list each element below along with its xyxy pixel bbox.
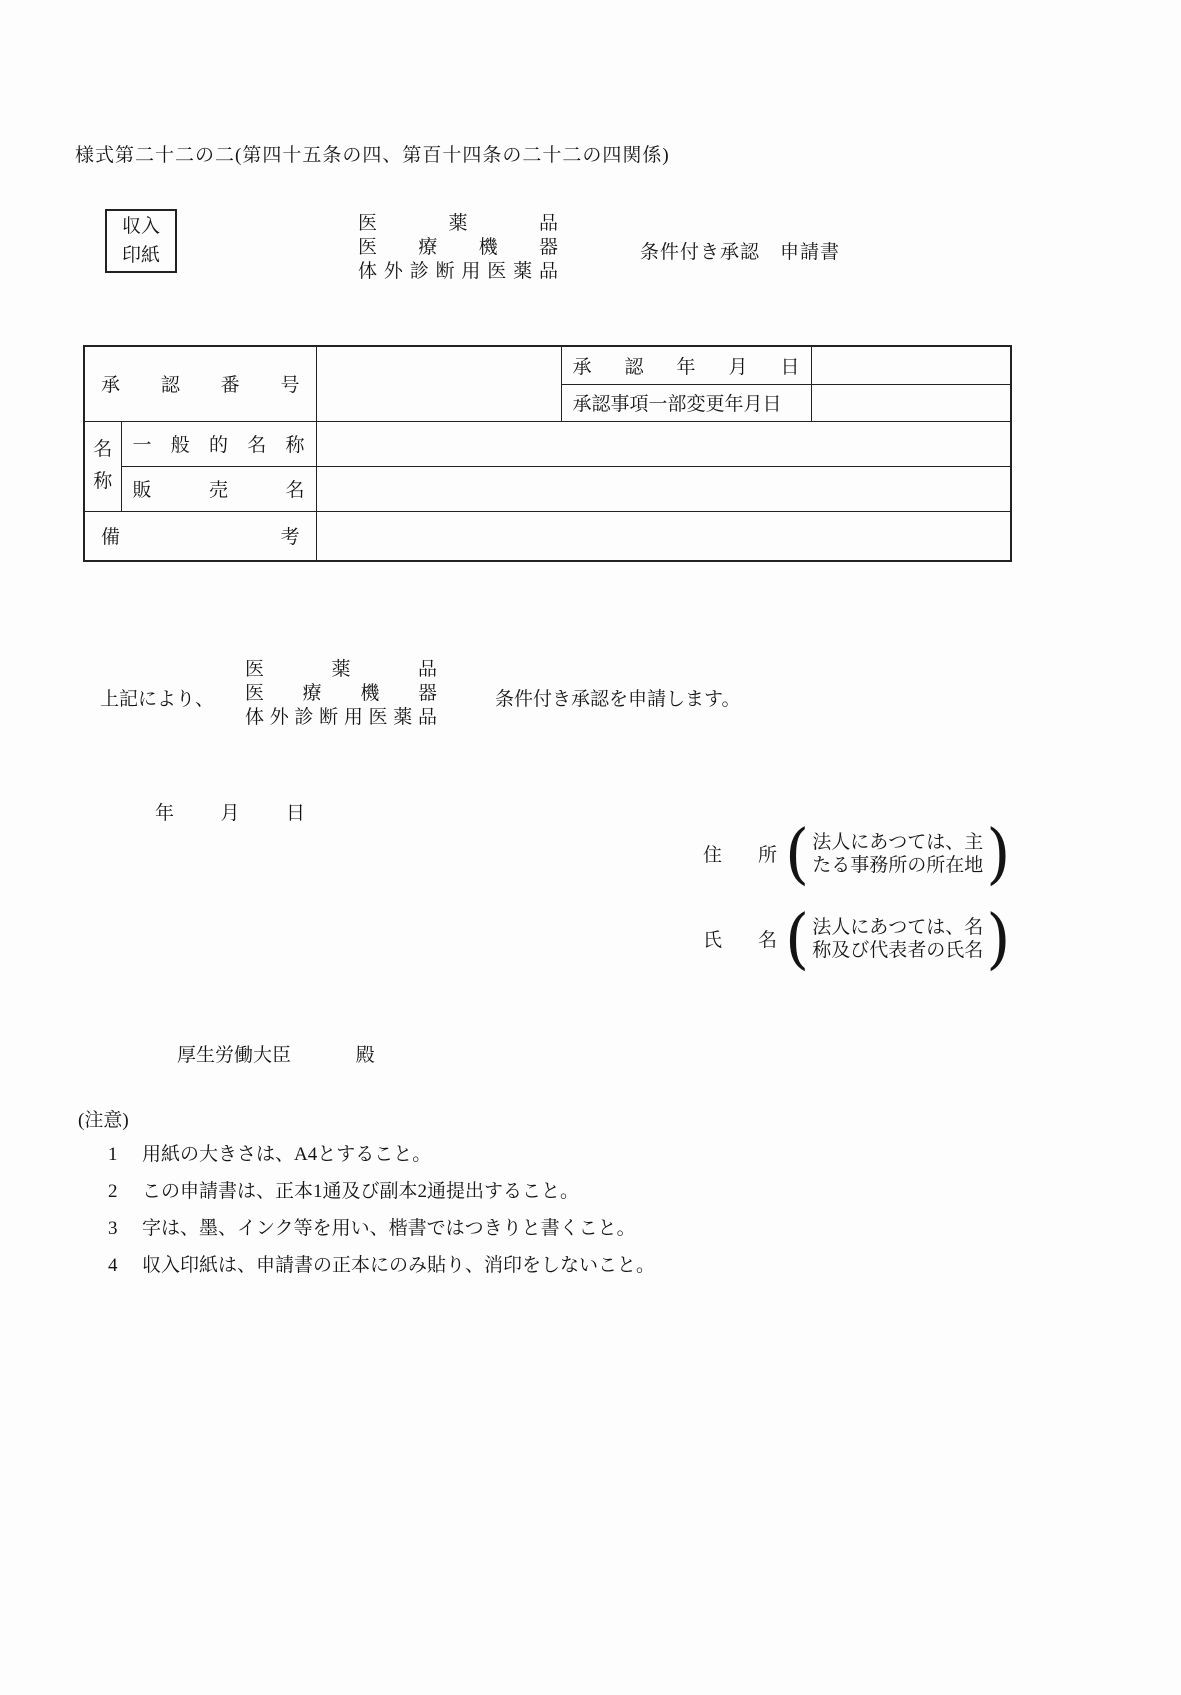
- approval-info-table: [83, 345, 1012, 562]
- approval-date-label: 承認年月日: [572, 356, 800, 378]
- note-number: 2: [108, 1181, 118, 1202]
- name-paren-line2: 称及び代表者の氏名: [812, 939, 984, 961]
- form-number-title: 様式第二十二の二(第四十五条の四、第百十四条の二十二の四関係): [75, 145, 670, 166]
- revenue-stamp-box: [105, 209, 177, 273]
- brand-name-label: 販売名: [132, 480, 305, 501]
- address-paren-line1: 法人にあつては、主: [812, 831, 984, 853]
- partial-change-date-label-cell: [561, 384, 811, 421]
- open-paren-glyph: (: [785, 900, 810, 977]
- note-item: [108, 1254, 655, 1277]
- brand-name-label-cell: [121, 466, 316, 511]
- note-item: [108, 1217, 655, 1240]
- approval-number-label: 承認番号: [101, 375, 300, 397]
- revenue-stamp-line1: 収入: [121, 216, 160, 237]
- form-main-title: 条件付き承認 申請書: [640, 242, 841, 263]
- approval-date-value-cell: [811, 346, 1011, 384]
- name-row: [703, 900, 1011, 977]
- header-product-drug: 医薬品: [358, 213, 558, 234]
- note-number: 3: [108, 1218, 118, 1239]
- close-paren-glyph: ): [986, 815, 1011, 892]
- address-label: 住所: [703, 845, 777, 867]
- general-name-label: 一般的名称: [132, 435, 305, 456]
- statement-product-medical-device: 医療機器: [245, 683, 437, 704]
- name-group-label: 名称: [93, 438, 113, 492]
- note-text: 用紙の大きさは、A4とすること。: [142, 1144, 432, 1165]
- header-product-ivd: 体外診断用医薬品: [358, 261, 558, 282]
- note-text: 収入印紙は、申請書の正本にのみ貼り、消印をしないこと。: [142, 1255, 656, 1276]
- remarks-label-cell: [84, 511, 316, 561]
- statement-product-types: [245, 658, 437, 730]
- name-paren-line1: 法人にあつては、名: [812, 916, 984, 938]
- recipient-honorific: 殿: [355, 1045, 375, 1066]
- remarks-label: 備考: [101, 527, 300, 549]
- note-number: 1: [108, 1144, 118, 1165]
- recipient-line: [177, 1040, 375, 1067]
- statement-suffix: 条件付き承認を申請します。: [495, 689, 741, 710]
- notes-list: [108, 1143, 655, 1291]
- name-label: 氏名: [703, 930, 777, 952]
- note-text: この申請書は、正本1通及び副本2通提出すること。: [142, 1181, 580, 1202]
- statement-prefix: 上記により、: [100, 689, 215, 710]
- revenue-stamp-line2: 印紙: [121, 245, 160, 266]
- notes-heading: (注意): [78, 1110, 129, 1131]
- name-paren-note: [809, 916, 986, 962]
- name-group-label-cell: [84, 421, 121, 511]
- note-item: [108, 1143, 655, 1166]
- header-product-types: [358, 212, 558, 284]
- partial-change-date-label: 承認事項一部変更年月日: [572, 394, 782, 415]
- remarks-value-cell: [316, 511, 1011, 561]
- partial-change-date-value-cell: [811, 384, 1011, 421]
- date-line: 年月日: [155, 803, 305, 824]
- general-name-value-cell: [316, 421, 1011, 466]
- recipient-minister: 厚生労働大臣: [177, 1045, 292, 1066]
- open-paren-glyph: (: [785, 815, 810, 892]
- general-name-label-cell: [121, 421, 316, 466]
- statement-product-drug: 医薬品: [245, 659, 437, 680]
- approval-number-label-cell: [84, 346, 316, 421]
- note-number: 4: [108, 1255, 118, 1276]
- approval-number-value-cell: [316, 346, 561, 421]
- statement-product-ivd: 体外診断用医薬品: [245, 707, 437, 728]
- address-paren-line2: たる事務所の所在地: [812, 854, 984, 876]
- address-row: [703, 815, 1011, 892]
- note-item: [108, 1180, 655, 1203]
- brand-name-value-cell: [316, 466, 1011, 511]
- close-paren-glyph: ): [986, 900, 1011, 977]
- approval-date-label-cell: [561, 346, 811, 384]
- address-paren-note: [809, 831, 986, 877]
- note-text: 字は、墨、インク等を用い、楷書ではつきりと書くこと。: [142, 1218, 636, 1239]
- header-product-medical-device: 医療機器: [358, 237, 558, 258]
